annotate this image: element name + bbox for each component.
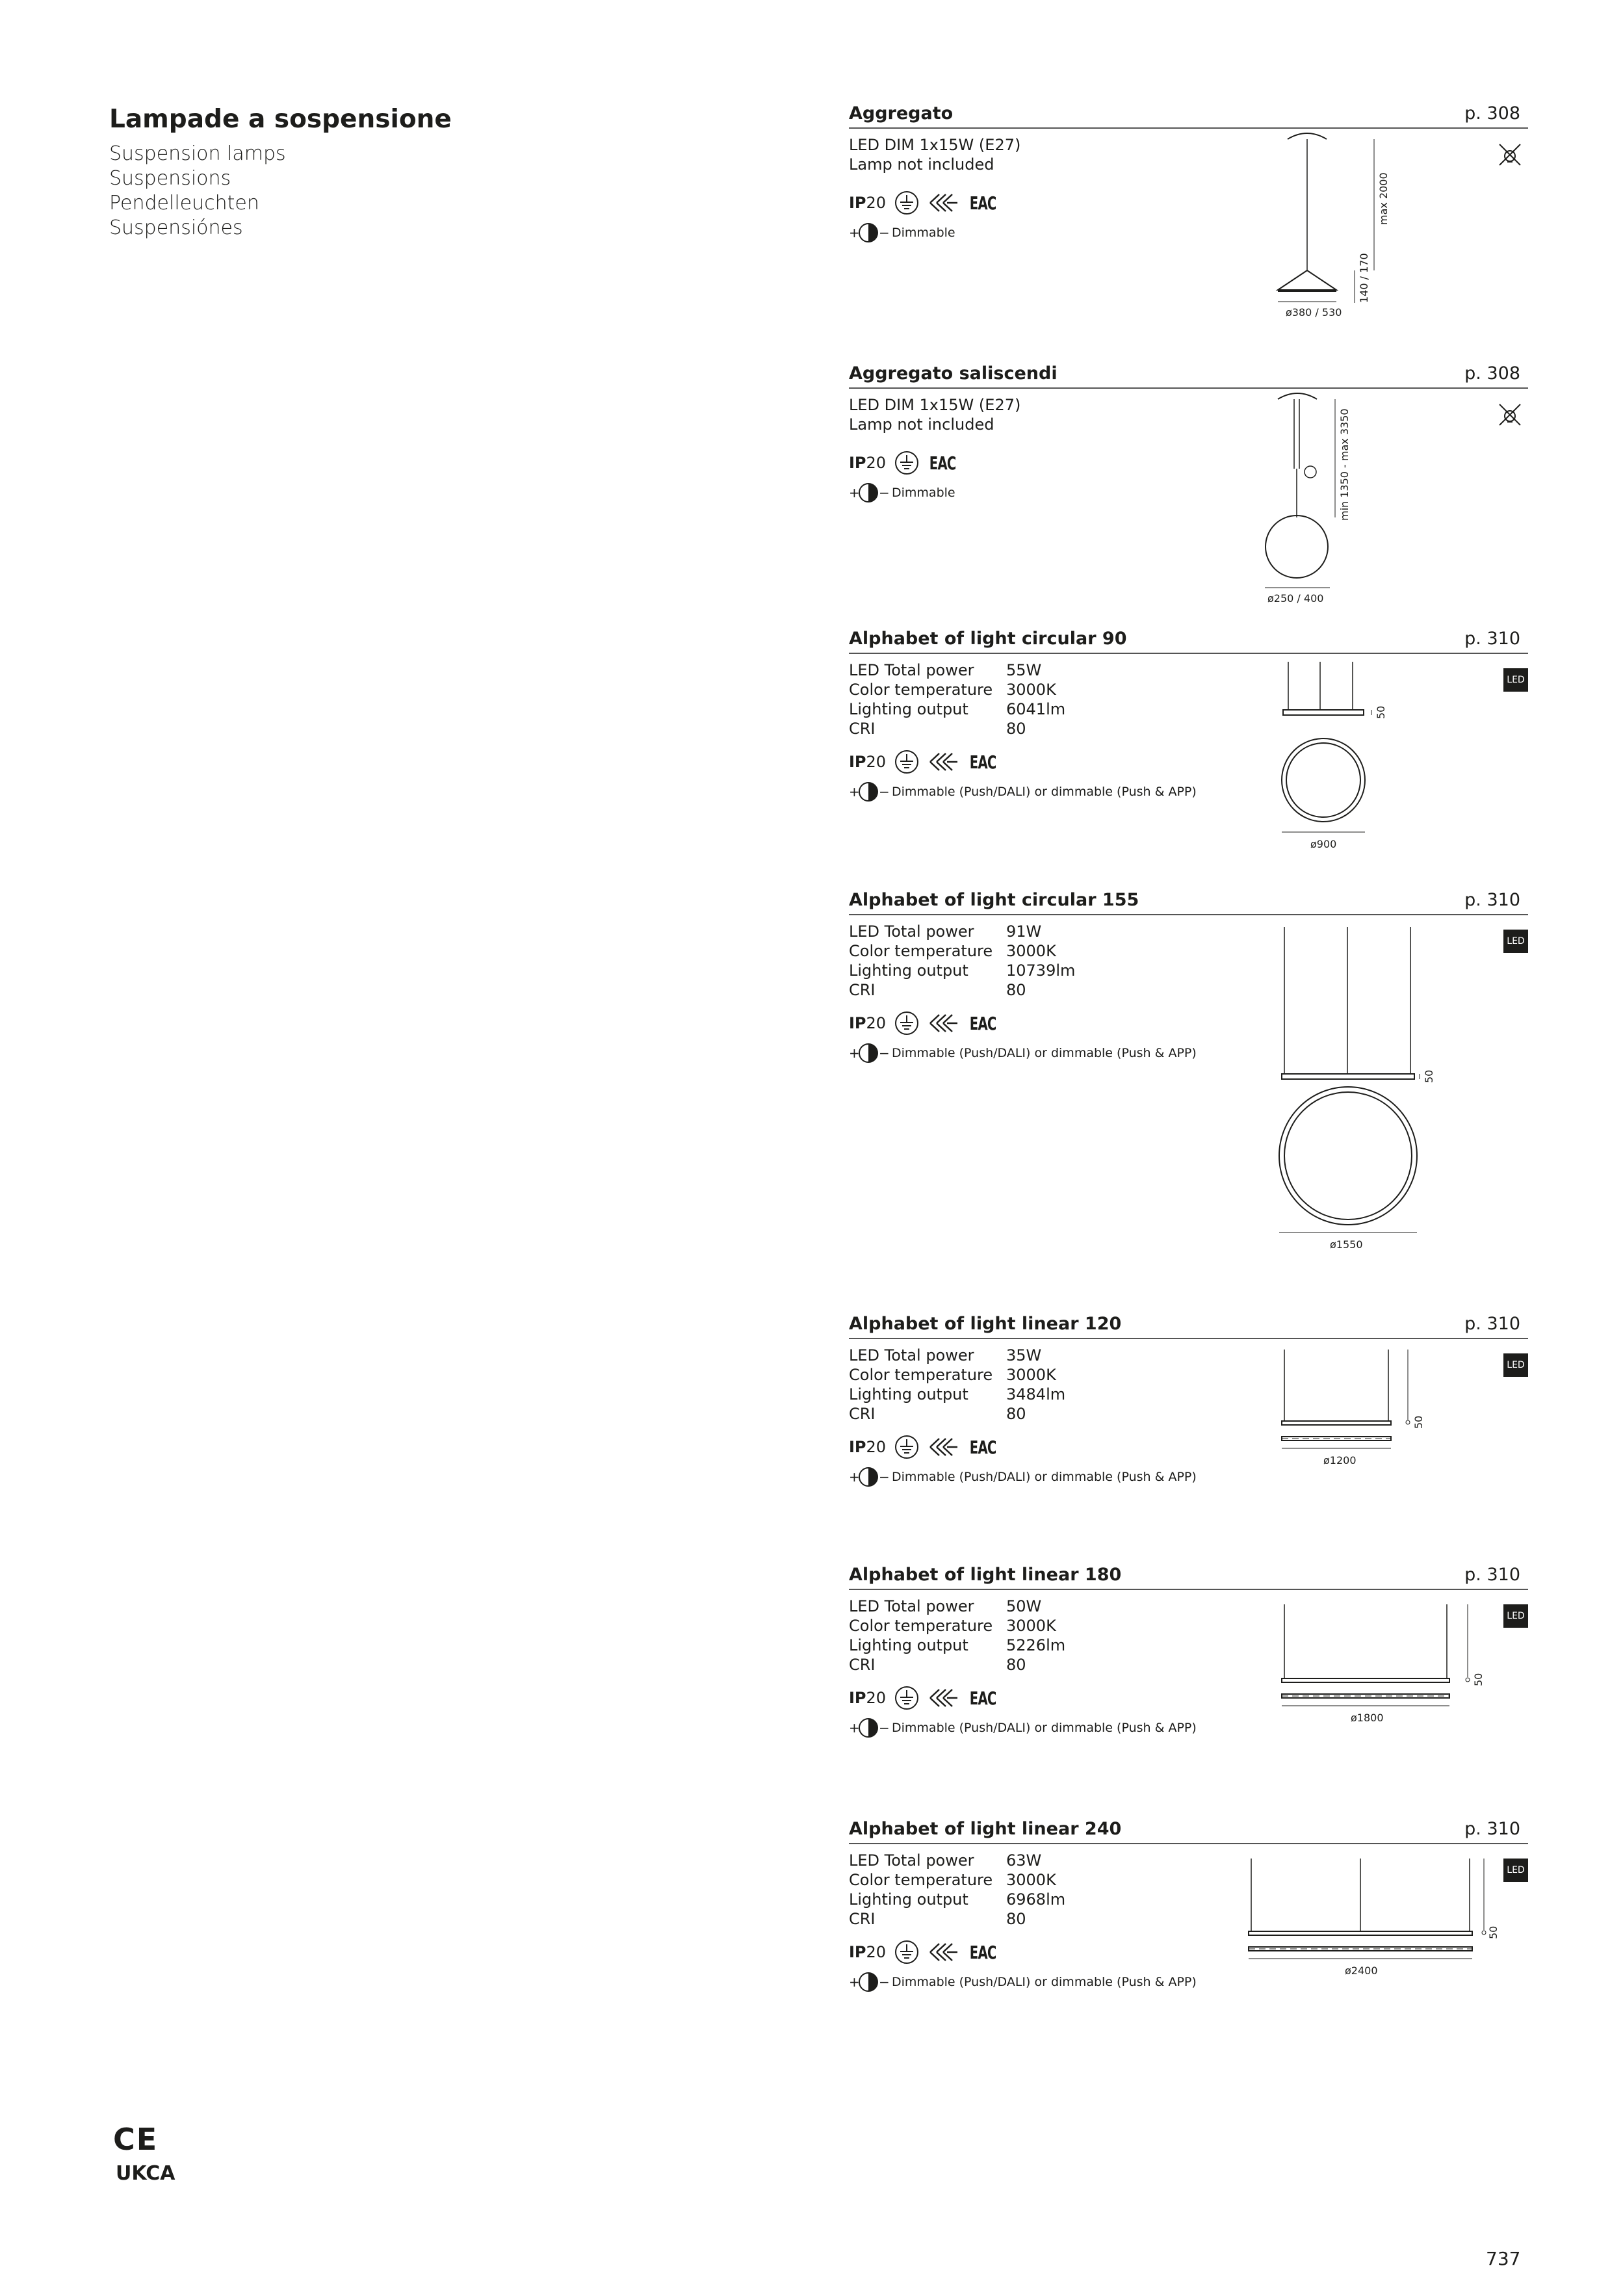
spec-row: LED Total power 63W	[849, 1851, 1042, 1870]
spec-line: Lamp not included	[849, 155, 994, 174]
svg-text:+: +	[849, 1974, 860, 1990]
dimming-row	[849, 780, 1197, 803]
spec-block	[849, 1597, 1065, 1675]
circular-155-drawing	[1278, 927, 1447, 1265]
led-badge: LED	[1503, 668, 1528, 692]
product-header	[849, 884, 1528, 915]
led-badge: LED	[1503, 1353, 1528, 1377]
dimming-row	[849, 1716, 1197, 1740]
page-reference: p. 310	[1464, 1819, 1520, 1839]
product-header	[849, 1813, 1528, 1844]
svg-text:−: −	[879, 1720, 890, 1736]
dimming-row	[849, 481, 955, 504]
ip-rating: IP20	[849, 1014, 887, 1032]
svg-text:−: −	[879, 485, 890, 501]
product-name: Aggregato saliscendi	[849, 363, 1058, 384]
product-name: Alphabet of light circular 155	[849, 890, 1139, 910]
earth-ground-icon	[894, 1434, 920, 1460]
spec-line: LED DIM 1x15W (E27)	[849, 136, 1021, 154]
dimming-text: Dimmable	[892, 226, 955, 240]
page-reference: p. 310	[1464, 1314, 1520, 1334]
svg-text:−: −	[879, 1469, 890, 1485]
svg-text:−: −	[879, 1974, 890, 1990]
class-ii-arrows-icon	[928, 1687, 960, 1709]
product-aggregato-saliscendi	[849, 358, 1528, 618]
spec-row: LED Total power 91W	[849, 922, 1042, 941]
spec-block	[849, 1346, 1065, 1424]
dimension-diameter: ø380 / 530	[1286, 306, 1342, 319]
eac-mark: EAC	[969, 1436, 996, 1458]
led-badge: LED	[1503, 930, 1528, 953]
svg-text:+: +	[849, 1720, 860, 1736]
dimension-height: 50	[1375, 705, 1387, 719]
lamp-not-included-icon	[1497, 140, 1523, 166]
dimmer-icon	[849, 780, 890, 803]
product-header	[849, 98, 1528, 129]
subtitle-es: Suspensiónes	[109, 216, 243, 239]
spec-row: Color temperature 3000K	[849, 681, 1056, 699]
product-name: Alphabet of light linear 240	[849, 1819, 1122, 1839]
ip-rating: IP20	[849, 1943, 887, 1961]
spec-row: LED Total power 50W	[849, 1597, 1042, 1615]
spec-row: Color temperature 3000K	[849, 1617, 1056, 1635]
svg-text:−: −	[879, 1045, 890, 1061]
product-header	[849, 623, 1528, 654]
dimension-diameter: ø1550	[1330, 1238, 1363, 1251]
page-number: 737	[1486, 2248, 1521, 2269]
circular-90-drawing	[1278, 662, 1447, 876]
dimension-height: 50	[1472, 1673, 1485, 1686]
spec-block	[849, 660, 1065, 738]
dimming-row	[849, 1465, 1197, 1489]
dimming-row	[849, 1041, 1197, 1065]
dimming-row	[849, 1970, 1197, 1994]
earth-ground-icon	[894, 749, 920, 775]
product-alphabet-linear-240	[849, 1813, 1528, 2015]
certification-row	[849, 187, 1002, 218]
led-badge: LED	[1503, 1859, 1528, 1882]
spec-row: CRI 80	[849, 981, 1026, 999]
eac-mark: EAC	[969, 192, 996, 214]
earth-ground-icon	[894, 1939, 920, 1965]
class-ii-arrows-icon	[928, 192, 960, 214]
spec-row: LED Total power 35W	[849, 1346, 1042, 1364]
ip-rating: IP20	[849, 1438, 887, 1456]
page-subtitles	[109, 142, 286, 241]
dimension-diameter: ø250 / 400	[1267, 592, 1324, 605]
dimension-diameter: ø900	[1310, 838, 1337, 850]
spec-row: Lighting output 10739lm	[849, 961, 1076, 980]
eac-mark: EAC	[929, 452, 956, 474]
svg-text:+: +	[849, 1045, 860, 1061]
dimension-max: max 2000	[1377, 172, 1390, 225]
led-badge: LED	[1503, 1604, 1528, 1628]
dimmer-icon	[849, 1970, 890, 1994]
ce-mark: CE	[113, 2122, 159, 2157]
svg-text:+: +	[849, 225, 860, 241]
spec-line: Lamp not included	[849, 415, 994, 434]
class-ii-arrows-icon	[928, 1436, 960, 1458]
product-alphabet-circular-155	[849, 884, 1528, 1281]
svg-text:+: +	[849, 784, 860, 800]
dimming-text: Dimmable (Push/DALI) or dimmable (Push & APP)	[892, 1721, 1197, 1735]
product-name: Alphabet of light linear 180	[849, 1565, 1122, 1585]
spec-row: Lighting output 5226lm	[849, 1636, 1066, 1654]
subtitle-fr: Suspensions	[109, 167, 231, 190]
page-reference: p. 310	[1464, 890, 1520, 910]
earth-ground-icon	[894, 1010, 920, 1036]
spec-row: CRI 80	[849, 1405, 1026, 1423]
spec-row: LED Total power 55W	[849, 661, 1042, 679]
linear-240-drawing	[1242, 1859, 1502, 1989]
ip-rating: IP20	[849, 1689, 887, 1707]
subtitle-en: Suspension lamps	[109, 142, 286, 165]
ip-rating: IP20	[849, 194, 887, 212]
spec-row: Color temperature 3000K	[849, 1871, 1056, 1889]
svg-text:+: +	[849, 485, 860, 501]
page-reference: p. 308	[1464, 103, 1520, 124]
dimmer-icon	[849, 481, 890, 504]
earth-ground-icon	[894, 1685, 920, 1711]
certification-row	[849, 1008, 1002, 1039]
svg-text:−: −	[879, 225, 890, 241]
spec-row: CRI 80	[849, 1910, 1026, 1928]
eac-mark: EAC	[969, 751, 996, 773]
eac-mark: EAC	[969, 1687, 996, 1709]
class-ii-arrows-icon	[928, 1012, 960, 1034]
spec-block	[849, 395, 1020, 434]
subtitle-de: Pendelleuchten	[109, 192, 259, 215]
spec-row: Lighting output 6968lm	[849, 1890, 1066, 1909]
dimension-height: 50	[1412, 1415, 1425, 1429]
dimmer-icon	[849, 221, 890, 244]
product-name: Aggregato	[849, 103, 954, 124]
dimension-height: 140 / 170	[1358, 253, 1370, 303]
product-header	[849, 358, 1528, 389]
page-reference: p. 310	[1464, 629, 1520, 649]
spec-block	[849, 1851, 1065, 1929]
earth-ground-icon	[894, 190, 920, 216]
dimension-height: min 1350 - max 3350	[1338, 408, 1351, 521]
spec-row: Lighting output 6041lm	[849, 700, 1066, 718]
svg-text:−: −	[879, 784, 890, 800]
ukca-mark: UKCA	[116, 2162, 175, 2185]
spec-row: CRI 80	[849, 1656, 1026, 1674]
product-name: Alphabet of light linear 120	[849, 1314, 1122, 1334]
aggregato-drawing	[1265, 127, 1460, 329]
linear-180-drawing	[1278, 1604, 1512, 1734]
product-alphabet-circular-90	[849, 623, 1528, 876]
page-title: Lampade a sospensione	[109, 105, 452, 134]
class-ii-arrows-icon	[928, 1941, 960, 1963]
spec-line: LED DIM 1x15W (E27)	[849, 396, 1021, 414]
dimming-text: Dimmable	[892, 486, 955, 500]
earth-ground-icon	[894, 450, 920, 476]
product-header	[849, 1559, 1528, 1590]
dimension-diameter: ø1200	[1323, 1454, 1357, 1467]
product-alphabet-linear-120	[849, 1308, 1528, 1516]
ip-rating: IP20	[849, 753, 887, 771]
dimming-text: Dimmable (Push/DALI) or dimmable (Push & APP)	[892, 1975, 1197, 1989]
class-ii-arrows-icon	[928, 751, 960, 773]
dimension-height: 50	[1423, 1069, 1435, 1083]
product-alphabet-linear-180	[849, 1559, 1528, 1760]
dimmer-icon	[849, 1465, 890, 1489]
lamp-not-included-icon	[1497, 400, 1523, 426]
spec-row: Color temperature 3000K	[849, 1366, 1056, 1384]
product-aggregato	[849, 98, 1528, 332]
dimming-text: Dimmable (Push/DALI) or dimmable (Push & APP)	[892, 785, 1197, 799]
certification-row	[849, 447, 961, 478]
certification-row	[849, 1431, 1002, 1463]
spec-block	[849, 922, 1075, 1000]
eac-mark: EAC	[969, 1941, 996, 1963]
spec-row: Lighting output 3484lm	[849, 1385, 1066, 1403]
certification-row	[849, 1937, 1002, 1968]
spec-block	[849, 135, 1020, 174]
page-reference: p. 310	[1464, 1565, 1520, 1585]
dimming-row	[849, 221, 955, 244]
dimmer-icon	[849, 1041, 890, 1065]
eac-mark: EAC	[969, 1012, 996, 1034]
product-name: Alphabet of light circular 90	[849, 629, 1127, 649]
dimming-text: Dimmable (Push/DALI) or dimmable (Push & APP)	[892, 1470, 1197, 1484]
dimension-diameter: ø2400	[1345, 1964, 1378, 1977]
dimming-text: Dimmable (Push/DALI) or dimmable (Push & APP)	[892, 1046, 1197, 1060]
ip-rating: IP20	[849, 454, 887, 472]
dimension-height: 50	[1487, 1925, 1500, 1939]
dimension-diameter: ø1800	[1351, 1712, 1384, 1724]
certification-row	[849, 1682, 1002, 1714]
svg-text:+: +	[849, 1469, 860, 1485]
page-reference: p. 308	[1464, 363, 1520, 384]
linear-120-drawing	[1278, 1350, 1447, 1480]
aggregato-saliscendi-drawing	[1265, 387, 1434, 618]
product-header	[849, 1308, 1528, 1339]
dimmer-icon	[849, 1716, 890, 1740]
spec-row: CRI 80	[849, 720, 1026, 738]
spec-row: Color temperature 3000K	[849, 942, 1056, 960]
certification-row	[849, 746, 1002, 777]
